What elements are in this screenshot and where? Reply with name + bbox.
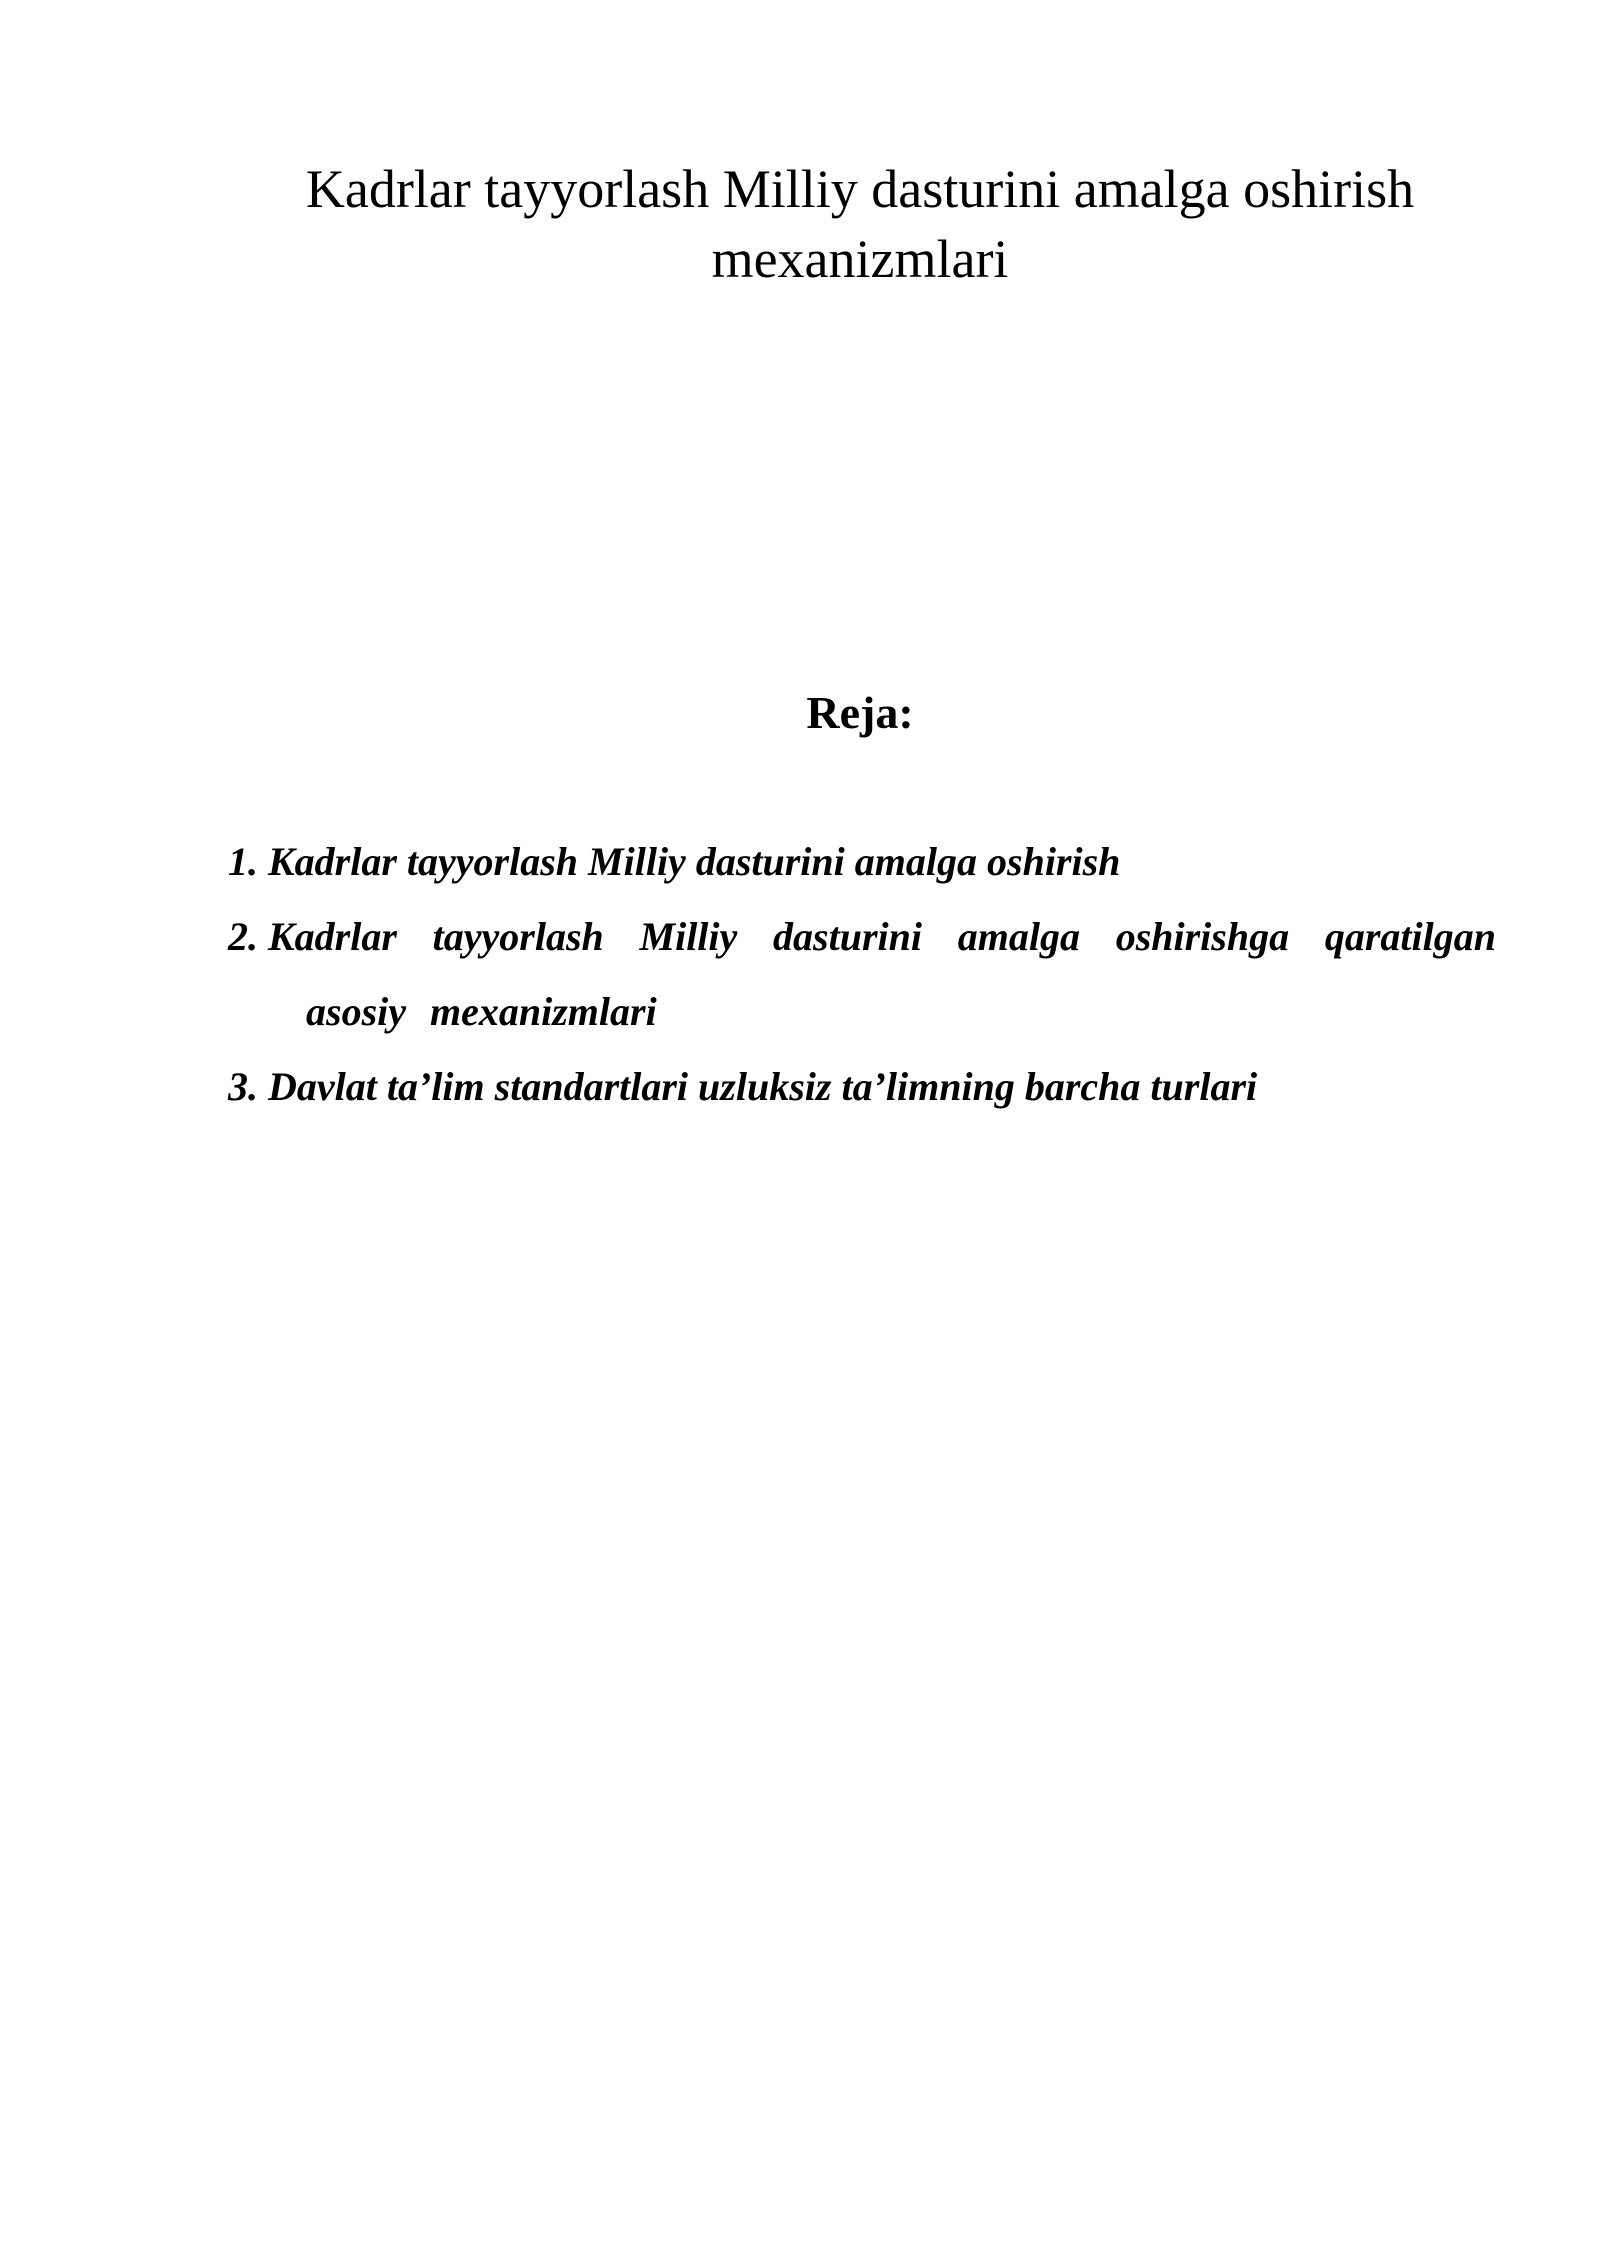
plan-heading: Reja:	[806, 687, 914, 738]
plan-item-number: 1.	[228, 839, 258, 884]
plan-item-1	[228, 824, 1496, 899]
plan-item-text: Kadrlar tayyorlash Milliy dasturini amalga oshirish	[268, 839, 1121, 884]
plan-item-2	[228, 899, 1496, 1049]
plan-item-text: Kadrlar tayyorlash Milliy dasturini amalga oshirishga qaratilgan asosiy mexanizmlari	[268, 914, 1496, 1034]
plan-item-text: Davlat ta’lim standartlari uzluksiz ta’limning barcha turlari	[268, 1064, 1258, 1109]
plan-item-number: 3.	[228, 1064, 258, 1109]
plan-item-number: 2.	[228, 914, 258, 959]
plan-list	[228, 824, 1496, 1124]
document-title: Kadrlar tayyorlash Milliy dasturini amalga oshirish mexanizmlari	[305, 159, 1415, 289]
plan-item-3	[228, 1049, 1496, 1124]
